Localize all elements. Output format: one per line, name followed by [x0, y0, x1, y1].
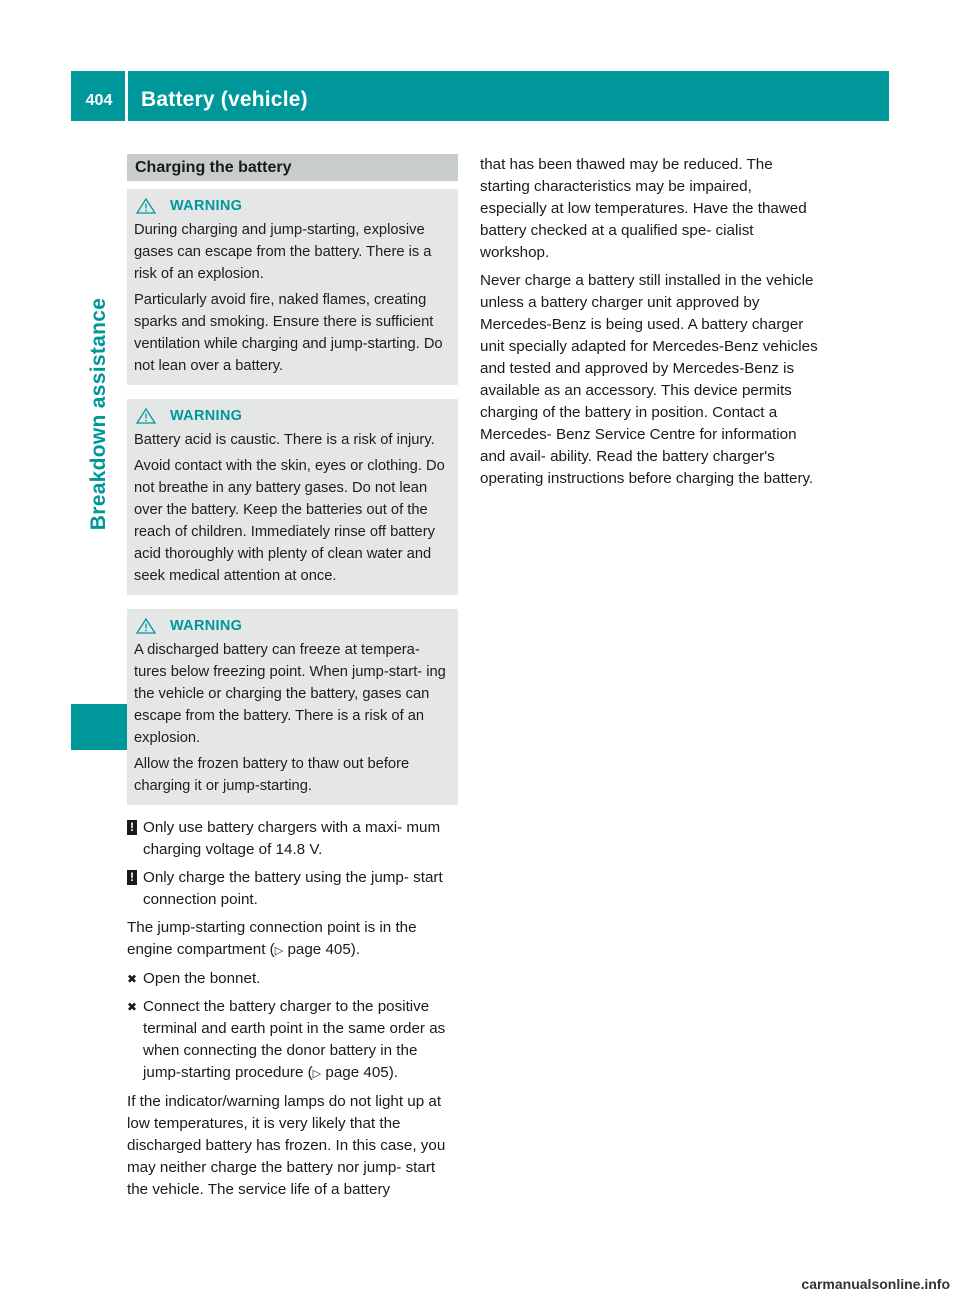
warning-text: Allow the frozen battery to thaw out before charging it or jump-starting.	[134, 756, 410, 794]
page-ref-arrow-icon: ▷	[274, 945, 284, 957]
warning-triangle-icon	[136, 618, 156, 634]
watermark: carmanualsonline.info	[801, 1276, 950, 1292]
step-text: Open the bonnet.	[143, 970, 261, 987]
warning-triangle-icon	[136, 408, 156, 424]
page-number: 404	[85, 92, 113, 109]
notice-text: Only charge the battery using the jump- start connection point.	[143, 869, 443, 908]
warning-text: Particularly avoid fire, naked flames, creating sparks and smoking. Ensure there is sufficient ventilation while charging and jump-starting. Do not lean over a battery.	[134, 292, 443, 374]
notice-item	[127, 867, 458, 911]
warning-title: WARNING	[170, 198, 243, 214]
warning-box	[127, 189, 458, 385]
warning-box	[127, 399, 458, 595]
section-title: Charging the battery	[127, 154, 458, 181]
body-text	[127, 817, 458, 1201]
page-ref-arrow-icon: ▷	[312, 1068, 322, 1080]
step-arrow-icon: ✖	[127, 972, 138, 986]
warning-triangle-icon	[136, 198, 156, 214]
warning-text: During charging and jump-starting, explosive gases can escape from the battery. There is a risk of an explosion.	[134, 222, 432, 282]
right-column	[480, 154, 820, 496]
warning-header	[134, 615, 451, 637]
warning-text: Battery acid is caustic. There is a risk of injury.	[134, 432, 435, 448]
paragraph: If the indicator/warning lamps do not light up at low temperatures, it is very likely that the discharged battery has frozen. In this case, you may neither charge the battery nor jump- start the vehicle. The service life of a battery	[127, 1093, 446, 1198]
exclamation-icon: !	[127, 870, 137, 885]
step-item	[127, 968, 458, 990]
step-arrow-icon: ✖	[127, 1000, 138, 1014]
chapter-label: Breakdown assistance	[87, 297, 110, 531]
step-text: Connect the battery charger to the positive terminal and earth point in the same order as when connecting the donor battery in the jump-starting procedure (	[143, 998, 446, 1081]
paragraph	[127, 917, 458, 962]
notice-item	[127, 817, 458, 861]
warning-header	[134, 195, 451, 217]
warning-text: Avoid contact with the skin, eyes or clothing. Do not breathe in any battery gases. Do not lean over the battery. Keep the batteries out of the reach of children. Immediately rinse off battery acid thoroughly with plenty of clean water and seek medical attention at once.	[134, 458, 445, 584]
exclamation-icon: !	[127, 820, 137, 835]
page-title: Battery (vehicle)	[141, 88, 308, 111]
warning-text: A discharged battery can freeze at tempera- tures below freezing point. When jump-start- ing the vehicle or charging the battery, gases can escape from the battery. There is a risk of an explosion.	[134, 642, 446, 746]
paragraph: Never charge a battery still installed in the vehicle unless a battery charger unit approved by Mercedes-Benz is being used. A battery charger unit specially adapted for Mercedes-Benz vehicles and tested and approved by Mercedes-Benz is available as an accessory. This device permits charging of the battery in position. Contact a Mercedes- Benz Service Centre for information and avail- ability. Read the battery charger's operating instructions before charging the battery.	[480, 272, 818, 487]
step-item	[127, 996, 458, 1085]
warning-title: WARNING	[170, 408, 243, 424]
warning-box	[127, 609, 458, 805]
chapter-tab-marker	[71, 704, 127, 750]
page-reference-link[interactable]: page 405).	[287, 941, 361, 958]
warning-title: WARNING	[170, 618, 243, 634]
header-divider	[125, 71, 128, 121]
paragraph-text: The jump-starting connection point is in the engine compartment (	[127, 919, 417, 958]
page-reference-link[interactable]: page 405).	[325, 1064, 398, 1081]
paragraph: that has been thawed may be reduced. The starting characteristics may be impaired, especially at low temperatures. Have the thawed battery checked at a qualified spe- cialist workshop.	[480, 156, 807, 261]
step-text-wrap	[143, 996, 458, 1085]
left-column	[127, 154, 458, 1207]
notice-text: Only use battery chargers with a maxi- mum charging voltage of 14.8 V.	[143, 819, 441, 858]
warning-header	[134, 405, 451, 427]
